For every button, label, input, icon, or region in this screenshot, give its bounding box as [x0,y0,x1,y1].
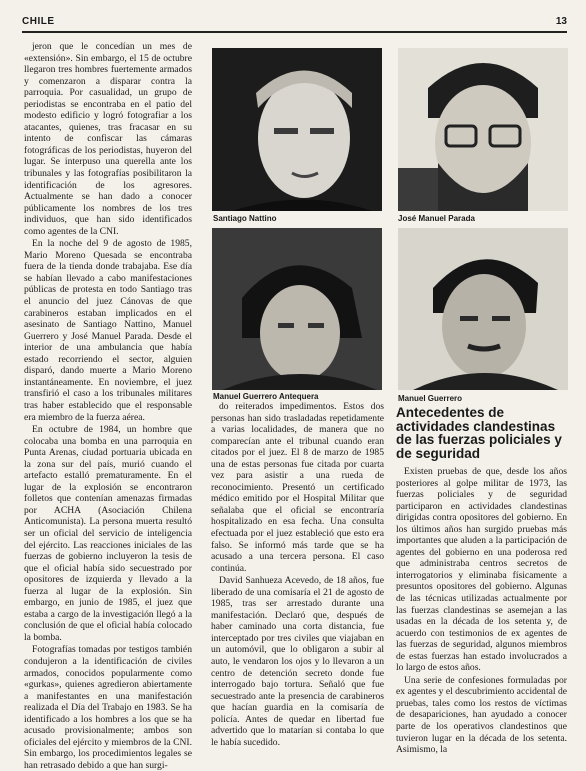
caption-jose-manuel-parada: José Manuel Parada [398,214,475,223]
paragraph: jeron que le concedían un mes de «extensión». Sin embargo, el 15 de octubre llegaron tres hombres fuertemente armados y comenzaron a disparar contra la parroquia. Por casualidad, un grupo de periodistas se encontraba en el patio del modesto edificio y logró fotografiar a los atacantes, quienes, tras fracasar en su intento de confiscar las cámaras fotográficas de los periodistas, huyeron del lugar. Se interpuso una querella ante los tribunales y las fotografías posibilitaron la identificación de los agresores. Actualmente se han dado a conocer públicamente los nombres de los tres individuos, que han sido identificados como agentes de la CNI. [24,41,192,237]
section-heading: Antecedentes de actividades clandestinas de las fuerzas policiales y de seguridad [396,405,562,461]
section-title: CHILE [22,16,55,27]
paragraph: Fotografías tomadas por testigos también condujeron a la identificación de civiles armados, conocidos popularmente como «gurkas», quienes agredieron abiertamente a manifestantes en una manifestación realizada el Día del Trabajo en 1983. Se ha identificado a los hombres a los que se ha acusado provisionalmente; ambos son oficiales del ejército y miembros de la CNI. Sin embargo, los procedimientos legales se han retrasado debido a que han surgi- [24,644,192,771]
caption-manuel-guerrero-antequera: Manuel Guerrero Antequera [213,392,319,401]
paragraph: David Sanhueza Acevedo, de 18 años, fue liberado de una comisaría el 21 de agosto de 1985, tras ser arrestado durante una manifestación. Declaró que, después de haber caminado una corta distancia, fue interceptado por tres civiles que viajaban en un automóvil, que lo obligaron a subir al auto, le vendaron los ojos y lo llevaron a un centro de detención secreto donde fue interrogado bajo tortura. Señaló que fue secuestrado ante la presencia de carabineros que hacían guardia en la comisaría de policía. Antes de quedar en libertad fue advertido que lo matarían si contaba lo que le había sucedido. [211,575,384,748]
page-number: 13 [555,16,567,27]
photo-manuel-guerrero [398,228,568,390]
column-right [396,405,568,756]
paragraph: do reiterados impedimentos. Estos dos personas han sido trasladadas repetidamente a varias localidades, de manera que no comparecían ante el tribunal cuando eran citados por el juez. El 8 de marzo de 1985 una de estas personas fue citada por cuarta vez para asistir a una rueda de reconocimiento. Presentó un certificado médico emitido por el Hospital Militar que señalaba que el oficial se encontraría hospitalizado en esa fecha. Una consulta efectuada por el juez estableció que esto era falso. Se informó más tarde que se ha acusado a una tercera persona. El caso continúa. [211,401,384,574]
photo-santiago-nattino [212,48,382,211]
photo-jose-manuel-parada [398,48,568,211]
header-rule [22,31,567,33]
paragraph: Existen pruebas de que, desde los años posteriores al golpe militar de 1973, las fuerzas policiales y de seguridad participaron en actividades clandestinas dirigidas contra opositores del gobierno. En los últimos años han surgido pruebas más importantes que aluden a la participación de agentes del gobierno en una poderosa red que administraba centros secretos de interrogatorios y eliminaba físicamente a presuntos opositores del gobierno. Algunas de las técnicas utilizadas actualmente por las fuerzas clandestinas se asemejan a las usadas en la década de los setenta y, de acuerdo con testimonios de ex agentes de las fuerzas de seguridad, algunos miembros de estas fuerzas han estado involucrados a lo largo de estos años. [396,466,567,674]
caption-manuel-guerrero: Manuel Guerrero [398,394,463,403]
photo-manuel-guerrero-antequera [212,228,382,390]
page-header [22,16,567,30]
paragraph: Una serie de confesiones formuladas por ex agentes y el descubrimiento accidental de pruebas, tales como los restos de víctimas de desapariciones, han ayudado a conocer parte de los operativos clandestinos que tuvieron lugar en la década de los setenta. Asimismo, la [396,674,568,756]
column-left [24,41,192,771]
paragraph: En la noche del 9 de agosto de 1985, Mario Moreno Quesada se encontraba fuera de la tienda donde trabajaba. Ese día se habían llevado a cabo manifestaciones públicas de protesta en todo Santiago tras el anuncio del juez Cánovas de que carabineros estaban implicados en el asesinato de Santiago Nattino, Manuel Guerrero y José Manuel Parada. Desde el interior de una ambulancia que había estado recorriendo el sector, alguien disparó, dando muerte a Mario Moreno instantáneamente. En noviembre, el juez transfirió el caso a los tribunales militares tras haber establecido que el responsable era miembro de la fuerza aérea. [24,238,192,423]
column-middle [211,401,384,748]
caption-santiago-nattino: Santiago Nattino [213,214,277,223]
paragraph: En octubre de 1984, un hombre que colocaba una bomba en una parroquia en Punta Arenas, ciudad portuaria ubicada en la zona sur del país, murió cuando el artefacto estalló prematuramente. En el lugar de la explosión se encontraron folletos que contenían amenazas firmadas por ACHA (Asociación Chilena Anticomunista). La persona muerta resultó ser un oficial del servicio de inteligencia del ejército. Las reacciones iniciales de las fuerzas de gobierno incluyeron la tesis de que el oficial había sido secuestrado por opositores de izquierda y llevado a la fuerza al lugar de la explosión. Sin embargo, en junio de 1985, el juez que estaba a cargo de la investigación llegó a la conclusión de que el oficial había colocado la bomba. [24,424,192,643]
